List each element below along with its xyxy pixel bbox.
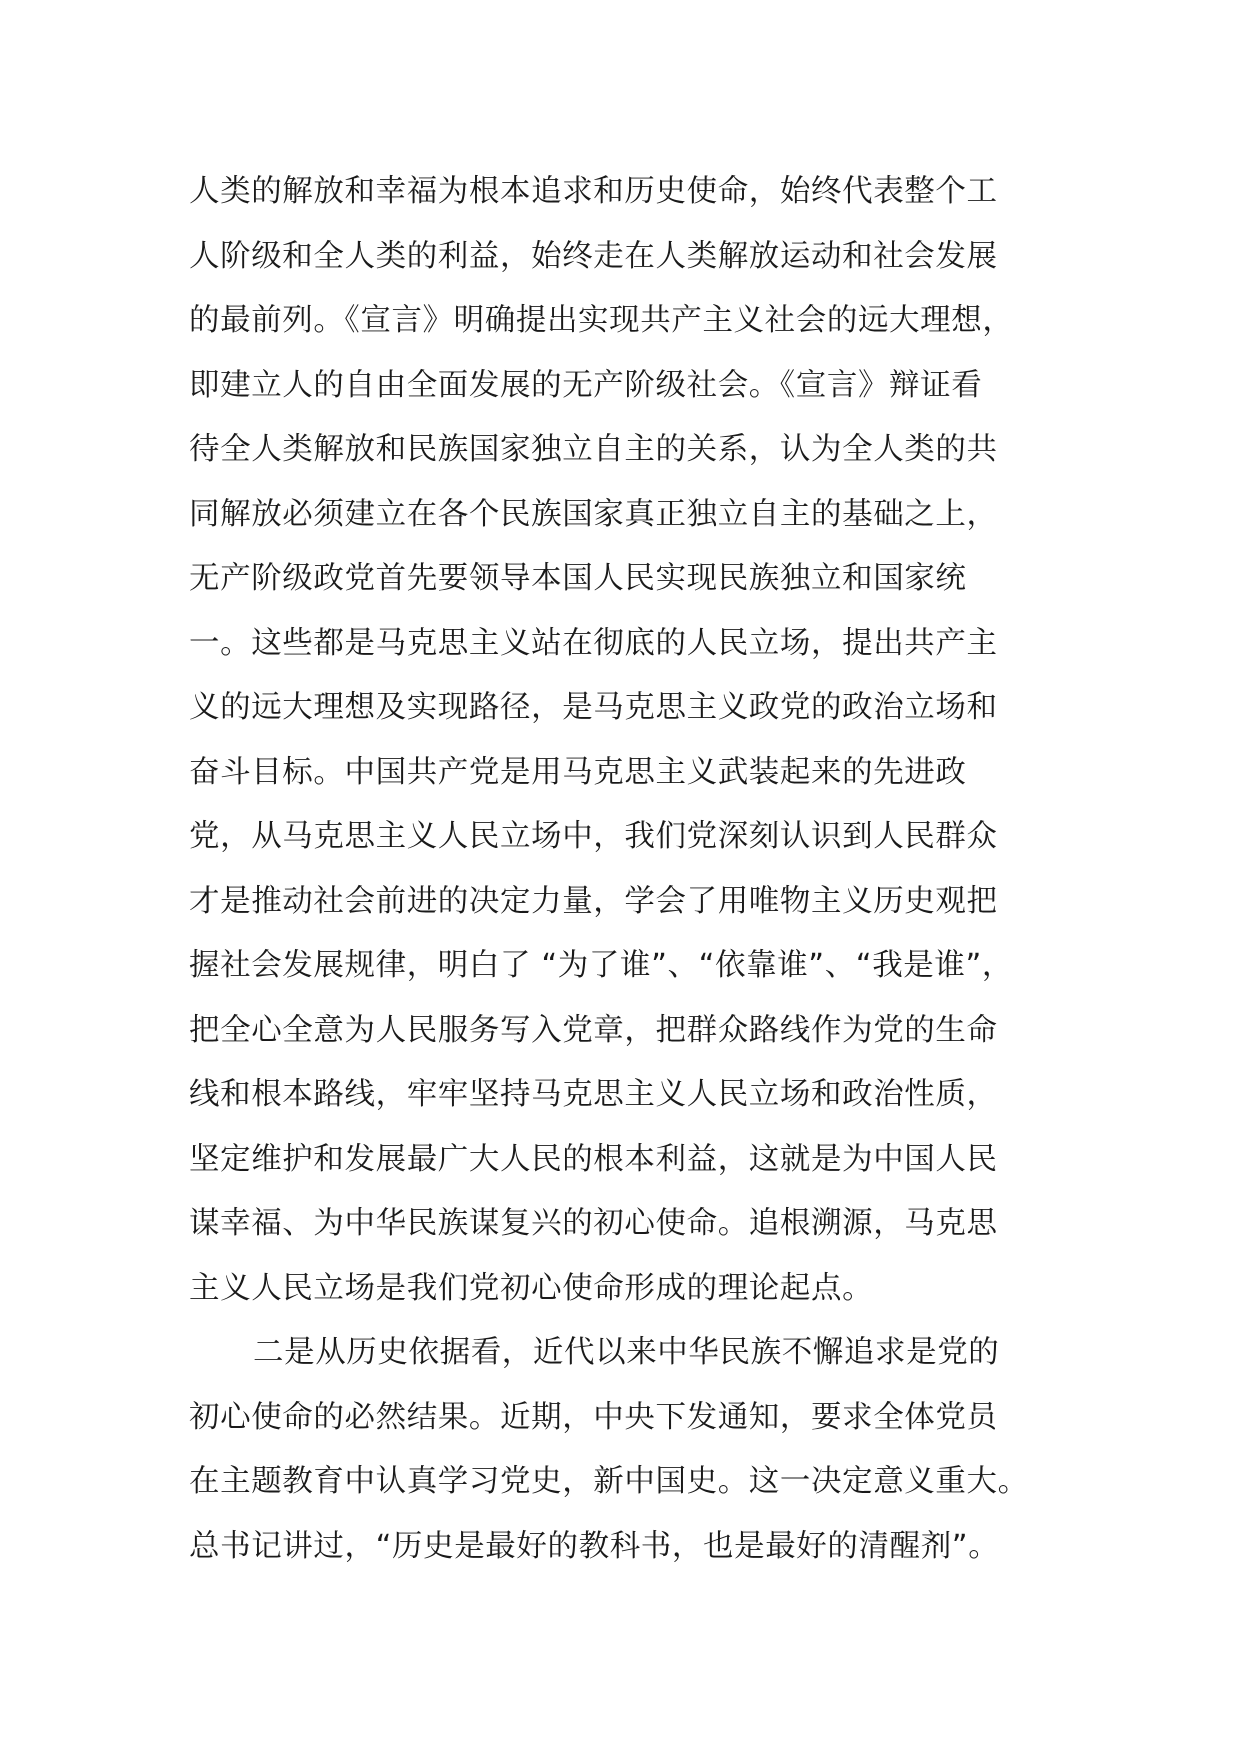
text-line: 同解放必须建立在各个民族国家真正独立自主的基础之上， <box>189 496 998 532</box>
text-line: 即建立人的自由全面发展的无产阶级社会。《宣言》辩证看 <box>189 367 983 403</box>
text-line: 义的远大理想及实现路径，是马克思主义政党的政治立场和 <box>189 690 998 725</box>
text-line: 无产阶级政党首先要领导本国人民实现民族独立和国家统 <box>189 561 967 596</box>
text-line: 线和根本路线，牢牢坚持马克思主义人民立场和政治性质， <box>189 1077 998 1112</box>
text-line: 一。这些都是马克思主义站在彻底的人民立场，提出共产主 <box>189 625 998 661</box>
text-line: 人类的解放和幸福为根本追求和历史使命，始终代表整个工 <box>189 174 998 209</box>
text-line: 初心使命的必然结果。近期，中央下发通知，要求全体党员 <box>189 1399 998 1435</box>
text-line: 人阶级和全人类的利益，始终走在人类解放运动和社会发展 <box>189 238 998 274</box>
document-body <box>189 160 1069 1579</box>
text-line: 在主题教育中认真学习党史，新中国史。这一决定意义重大。 <box>189 1464 1029 1499</box>
text-line: 把全心全意为人民服务写入党章，把群众路线作为党的生命 <box>189 1012 998 1048</box>
text-line: 主义人民立场是我们党初心使命形成的理论起点。 <box>189 1270 874 1306</box>
text-line: 的最前列。《宣言》明确提出实现共产主义社会的远大理想， <box>189 303 1014 338</box>
text-line: 奋斗目标。中国共产党是用马克思主义武装起来的先进政 <box>189 754 967 790</box>
text-line: 总书记讲过，“历史是最好的教科书，也是最好的清醒剂”。 <box>189 1528 1000 1564</box>
text-line: 坚定维护和发展最广大人民的根本利益，这就是为中国人民 <box>189 1141 998 1177</box>
text-line: 党，从马克思主义人民立场中，我们党深刻认识到人民群众 <box>189 819 998 854</box>
paragraph-start-line: 二是从历史依据看，近代以来中华民族不懈追求是党的 <box>253 1335 1000 1370</box>
text-line: 谋幸福、为中华民族谋复兴的初心使命。追根溯源，马克思 <box>189 1206 998 1241</box>
text-line: 待全人类解放和民族国家独立自主的关系，认为全人类的共 <box>189 432 998 467</box>
text-line: 才是推动社会前进的决定力量，学会了用唯物主义历史观把 <box>189 883 998 919</box>
text-line: 握社会发展规律，明白了 “为了谁”、“依靠谁”、“我是谁”， <box>189 948 1013 983</box>
